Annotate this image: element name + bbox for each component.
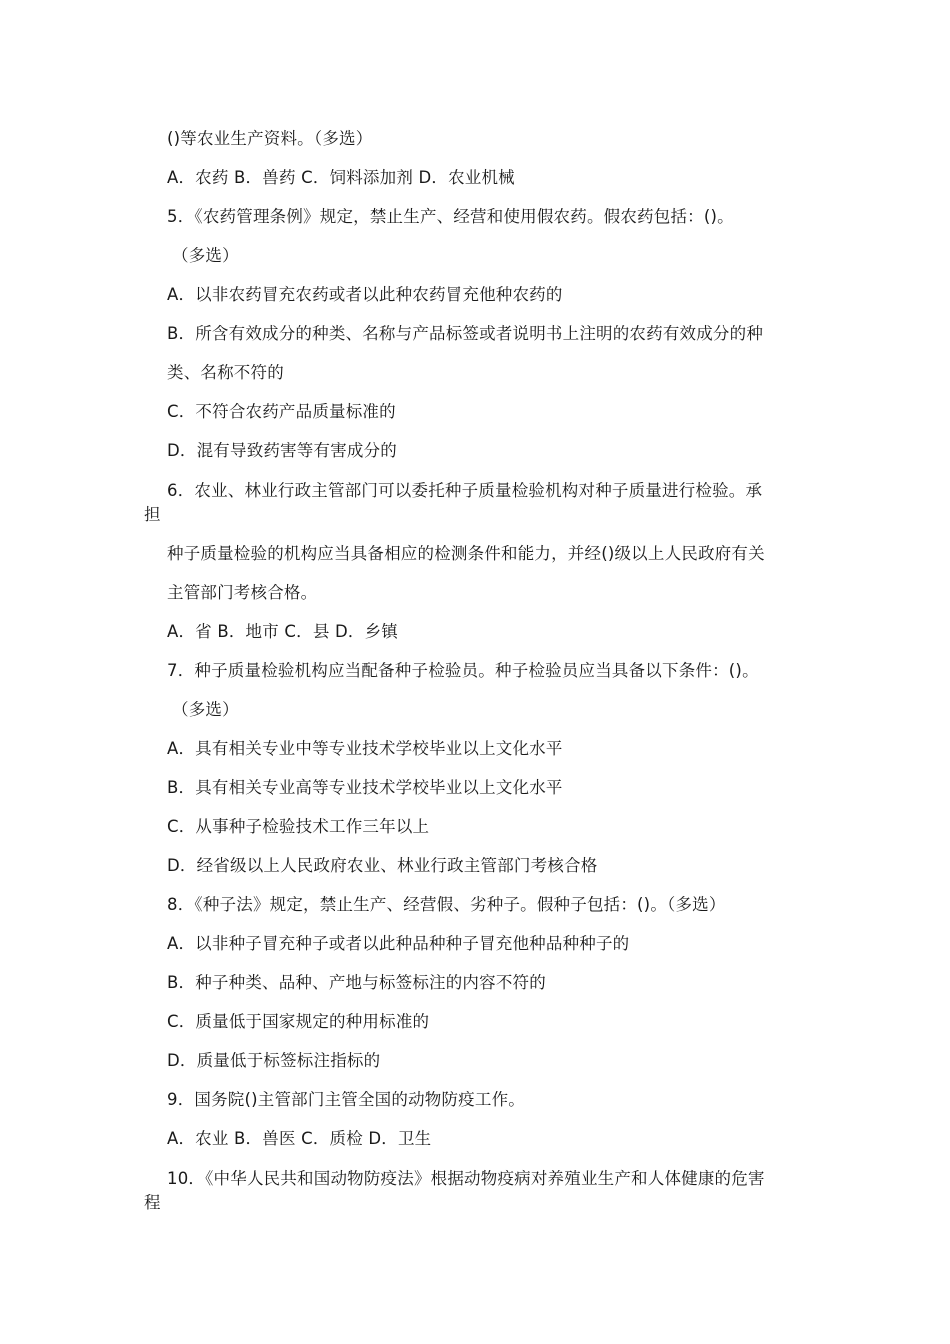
- text-line: 8．《种子法》规定，禁止生产、经营假、劣种子。假种子包括：()。（多选）: [167, 895, 726, 914]
- text-line: 担: [144, 505, 161, 524]
- text-line: C．不符合农药产品质量标准的: [167, 402, 396, 421]
- text-line: （多选）: [172, 246, 239, 265]
- text-line: 10．《中华人民共和国动物防疫法》根据动物疫病对养殖业生产和人体健康的危害: [167, 1169, 765, 1188]
- text-line: 主管部门考核合格。: [167, 583, 318, 602]
- text-line: B．具有相关专业高等专业技术学校毕业以上文化水平: [167, 778, 563, 797]
- text-line: A．以非种子冒充种子或者以此种品种种子冒充他种品种种子的: [167, 934, 630, 953]
- text-line: 5．《农药管理条例》规定，禁止生产、经营和使用假农药。假农药包括：()。: [167, 207, 734, 226]
- text-line: B．所含有效成分的种类、名称与产品标签或者说明书上注明的农药有效成分的种: [167, 324, 764, 343]
- text-line: A．以非农药冒充农药或者以此种农药冒充他种农药的: [167, 285, 563, 304]
- text-line: D．混有导致药害等有害成分的: [167, 441, 398, 460]
- text-line: 9．国务院()主管部门主管全国的动物防疫工作。: [167, 1090, 525, 1109]
- text-line: ()等农业生产资料。（多选）: [167, 129, 373, 148]
- text-line: A．具有相关专业中等专业技术学校毕业以上文化水平: [167, 739, 563, 758]
- text-line: A．农药 B．兽药 C．饲料添加剂 D．农业机械: [167, 168, 515, 187]
- text-line: A．省 B．地市 C．县 D．乡镇: [167, 622, 398, 641]
- text-line: 类、名称不符的: [167, 363, 284, 382]
- text-line: 7．种子质量检验机构应当配备种子检验员。种子检验员应当具备以下条件：()。: [167, 661, 759, 680]
- text-line: 6．农业、林业行政主管部门可以委托种子质量检验机构对种子质量进行检验。承: [167, 481, 763, 500]
- text-line: B．种子种类、品种、产地与标签标注的内容不符的: [167, 973, 546, 992]
- text-line: （多选）: [172, 700, 239, 719]
- text-line: 程: [144, 1193, 161, 1212]
- text-line: D．经省级以上人民政府农业、林业行政主管部门考核合格: [167, 856, 598, 875]
- text-line: C．质量低于国家规定的种用标准的: [167, 1012, 430, 1031]
- text-line: A．农业 B．兽医 C．质检 D．卫生: [167, 1129, 432, 1148]
- text-line: 种子质量检验的机构应当具备相应的检测条件和能力，并经()级以上人民政府有关: [167, 544, 765, 563]
- text-line: D．质量低于标签标注指标的: [167, 1051, 381, 1070]
- text-line: C．从事种子检验技术工作三年以上: [167, 817, 430, 836]
